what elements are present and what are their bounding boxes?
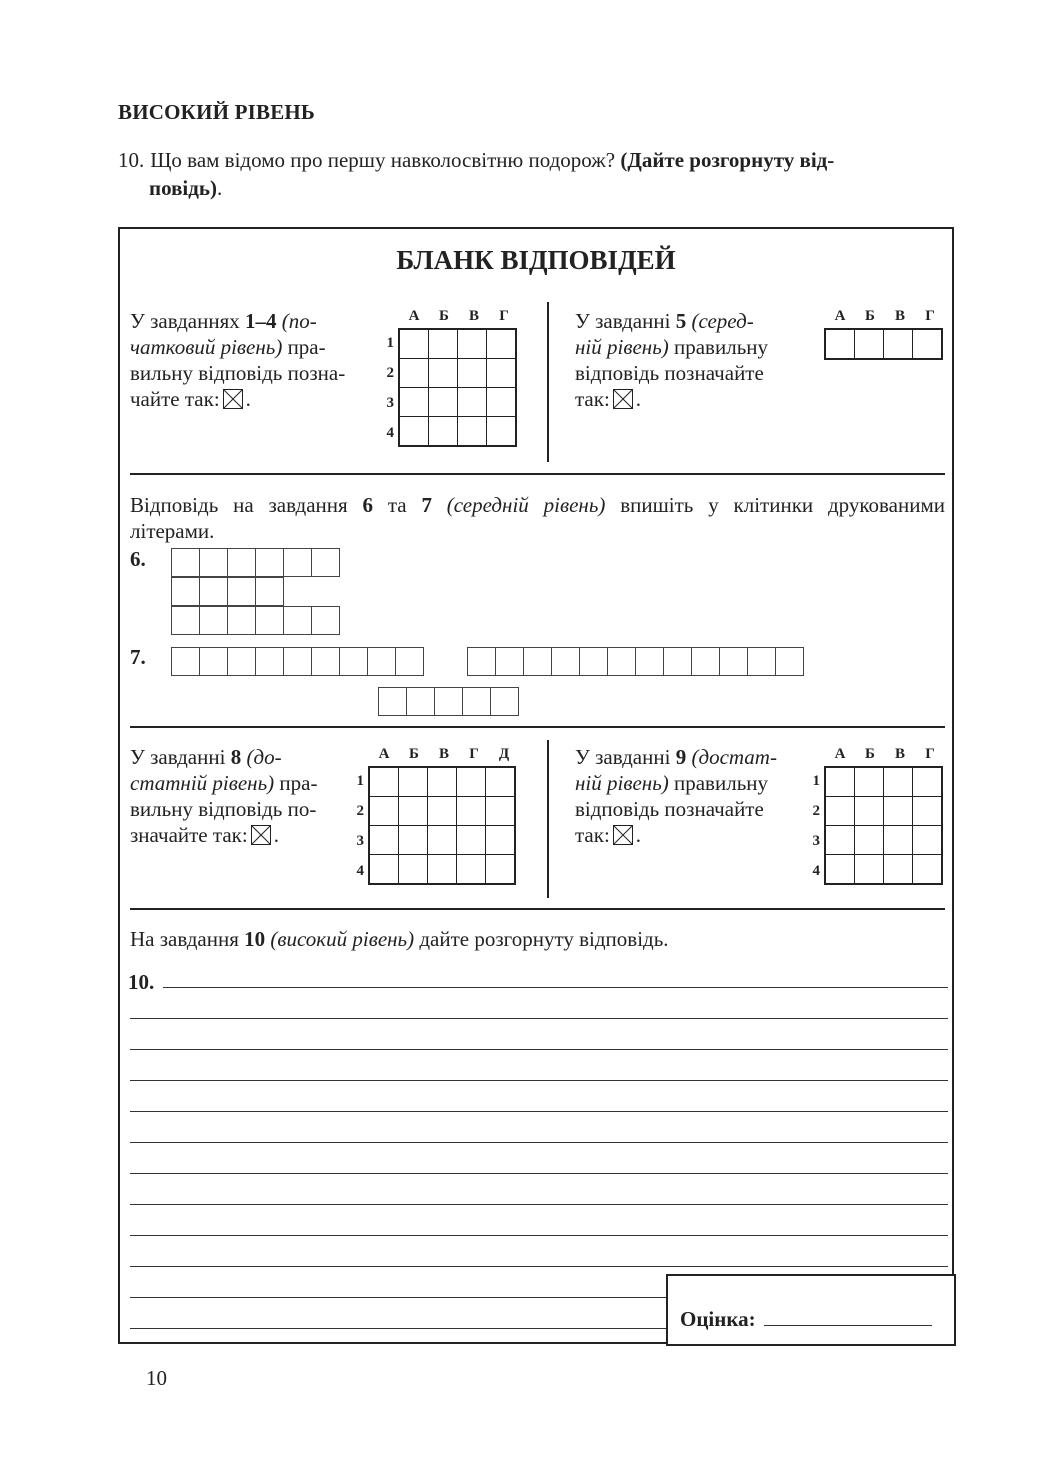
grid-cell[interactable] [913,855,943,885]
task-10-label: 10. [128,970,155,994]
grid-cell[interactable] [884,329,913,359]
letter-cell[interactable] [283,606,312,635]
letter-cell[interactable] [227,606,256,635]
crossed-box-icon [613,389,633,409]
letter-cell[interactable] [747,647,776,676]
question-instruction-1: (Дайте розгорнуту від- [620,148,835,172]
divider-vertical [547,302,549,462]
letter-cell[interactable] [691,647,720,676]
grid-cell[interactable] [429,329,458,359]
grid-cell[interactable] [458,388,487,417]
letter-cell[interactable] [719,647,748,676]
grid-9-rows: 1 2 3 4 [812,773,820,879]
grid-cell[interactable] [429,388,458,417]
answer-line[interactable] [130,1111,948,1112]
grid-cell[interactable] [429,417,458,447]
instructions-tasks-6-7: Відповідь на завдання 6 та 7 (середній рівень) впишіть у клітинки друкованими літерами. [130,493,945,543]
section-title: ВИСОКИЙ РІВЕНЬ [118,100,316,124]
answer-line[interactable] [130,1173,948,1174]
grid-cell[interactable] [486,826,516,855]
grid-cell[interactable] [825,797,855,826]
grid-cell[interactable] [369,855,399,885]
grid-cell[interactable] [487,417,517,447]
grid-cell[interactable] [429,359,458,388]
letter-cell[interactable] [227,647,256,676]
letter-cell[interactable] [395,647,424,676]
grid-cell[interactable] [913,797,943,826]
grid-cell[interactable] [884,855,913,885]
task-6-row-1[interactable] [171,548,340,577]
grade-label: Оцінка: [680,1307,756,1331]
grid-cell[interactable] [369,826,399,855]
answer-line[interactable] [130,1142,948,1143]
task-7-label: 7. [130,645,146,669]
letter-cell[interactable] [199,548,228,577]
task-6-row-2[interactable] [171,577,284,606]
letter-cell[interactable] [775,647,804,676]
grid-cell[interactable] [457,855,486,885]
grid-cell[interactable] [884,797,913,826]
letter-cell[interactable] [434,687,463,716]
grid-cell[interactable] [428,826,457,855]
grid-cell[interactable] [487,359,517,388]
letter-cell[interactable] [495,647,524,676]
answer-line[interactable] [130,1018,948,1019]
answer-line[interactable] [130,1328,666,1329]
letter-cell[interactable] [283,548,312,577]
grid-cell[interactable] [457,797,486,826]
grid-cell[interactable] [369,797,399,826]
letter-cell[interactable] [255,548,284,577]
letter-cell[interactable] [635,647,664,676]
answer-line[interactable] [130,1297,666,1298]
answer-grid-5[interactable] [824,328,943,360]
grid-cell[interactable] [428,855,457,885]
grid-cell[interactable] [399,797,428,826]
answer-line[interactable] [130,1204,948,1205]
crossed-box-icon [223,389,243,409]
answer-line[interactable] [163,987,948,988]
letter-cell[interactable] [467,647,496,676]
grid-cell[interactable] [428,797,457,826]
grid-cell[interactable] [399,417,429,447]
letter-cell[interactable] [551,647,580,676]
letter-cell[interactable] [339,647,368,676]
letter-cell[interactable] [579,647,608,676]
grid-5-headers: А Б В Г [834,308,935,324]
answer-sheet-title: БЛАНК ВІДПОВІДЕЙ [396,245,676,275]
grid-cell[interactable] [457,767,486,797]
grid-8-rows: 1 2 3 4 [356,773,364,879]
letter-cell[interactable] [199,647,228,676]
divider-horizontal [130,473,945,475]
grid-cell[interactable] [884,826,913,855]
instructions-task-8: У завданні 8 (до- статній рівень) пра- вильну відповідь по- значайте так: . [130,745,318,847]
letter-cell[interactable] [490,687,519,716]
divider-horizontal [130,726,945,728]
instructions-task-9: У завданні 9 (достат- ній рівень) правильну відповідь позначайте так: . [575,745,777,847]
letter-cell[interactable] [367,647,396,676]
crossed-box-icon [251,825,271,845]
grid-cell[interactable] [855,329,884,359]
grid-cell[interactable] [399,359,429,388]
answer-line[interactable] [130,1235,948,1236]
letter-cell[interactable] [523,647,552,676]
grid-cell[interactable] [825,826,855,855]
letter-cell[interactable] [199,577,228,606]
grid-cell[interactable] [486,767,516,797]
letter-cell[interactable] [199,606,228,635]
answer-line[interactable] [130,1049,948,1050]
letter-cell[interactable] [255,606,284,635]
grid-cell[interactable] [458,329,487,359]
grid-cell[interactable] [399,329,429,359]
letter-cell[interactable] [311,606,340,635]
letter-cell[interactable] [283,647,312,676]
grid-cell[interactable] [399,767,428,797]
grid-cell[interactable] [369,767,399,797]
grid-cell[interactable] [855,855,884,885]
instructions-task-10: На завдання 10 (високий рівень) дайте розгорнуту відповідь. [130,927,669,951]
grid-cell[interactable] [913,767,943,797]
grid-cell[interactable] [399,826,428,855]
grid-cell[interactable] [458,359,487,388]
grid-cell[interactable] [825,329,855,359]
letter-cell[interactable] [406,687,435,716]
instructions-task-5: У завданні 5 (серед- ній рівень) правильну відповідь позначайте так: . [575,309,769,411]
grid-cell[interactable] [855,797,884,826]
letter-cell[interactable] [311,647,340,676]
grid-cell[interactable] [913,329,943,359]
grade-line[interactable] [764,1325,932,1326]
grid-1-4-rows: 1 2 3 4 [386,335,394,441]
letter-cell[interactable] [378,687,407,716]
letter-cell[interactable] [607,647,636,676]
grid-cell[interactable] [855,767,884,797]
letter-cell[interactable] [462,687,491,716]
question-10: 10. Що вам відомо про першу навколосвітню подорож? (Дайте розгорнуту від- повідь). [118,148,835,200]
grid-cell[interactable] [913,826,943,855]
letter-cell[interactable] [663,647,692,676]
letter-cell[interactable] [255,647,284,676]
grid-cell[interactable] [457,826,486,855]
grid-cell[interactable] [884,767,913,797]
question-number: 10. [118,148,145,172]
answer-line[interactable] [130,1266,948,1267]
crossed-box-icon [613,825,633,845]
grid-cell[interactable] [825,855,855,885]
grid-cell[interactable] [487,388,517,417]
answer-line[interactable] [130,1080,948,1081]
letter-cell[interactable] [171,548,200,577]
grid-8-headers: А Б В Г Д [378,746,510,762]
letter-cell[interactable] [255,577,284,606]
page-number: 10 [146,1366,167,1390]
task-7-word-2[interactable] [467,647,804,676]
letter-cell[interactable] [311,548,340,577]
grid-cell[interactable] [855,826,884,855]
grid-cell[interactable] [825,767,855,797]
letter-cell[interactable] [171,647,200,676]
letter-cell[interactable] [171,577,200,606]
divider-horizontal [130,908,945,910]
grid-cell[interactable] [486,797,516,826]
grid-cell[interactable] [487,329,517,359]
instructions-tasks-1-4: У завданнях 1–4 (по- чатковий рівень) пра- вильну відповідь позна- чайте так: . [130,309,346,411]
grid-cell[interactable] [399,855,428,885]
grid-cell[interactable] [399,388,429,417]
task-6-row-3[interactable] [171,606,340,635]
answer-grid-9[interactable] [824,766,943,885]
grid-cell[interactable] [428,767,457,797]
grid-1-4-headers: А Б В Г [408,308,509,324]
question-instruction-2: повідь) [149,176,217,200]
grid-cell[interactable] [486,855,516,885]
letter-cell[interactable] [227,548,256,577]
task-6-label: 6. [130,547,146,571]
task-7-word-3[interactable] [378,687,519,716]
grid-cell[interactable] [458,417,487,447]
task-7-word-1[interactable] [171,647,424,676]
grid-9-headers: А Б В Г [834,746,935,762]
letter-cell[interactable] [227,577,256,606]
answer-grid-1-4[interactable] [398,328,517,447]
answer-grid-8[interactable] [368,766,516,885]
letter-cell[interactable] [171,606,200,635]
question-text: Що вам відомо про першу навколосвітню подорож? [150,148,616,172]
divider-vertical [547,740,549,898]
